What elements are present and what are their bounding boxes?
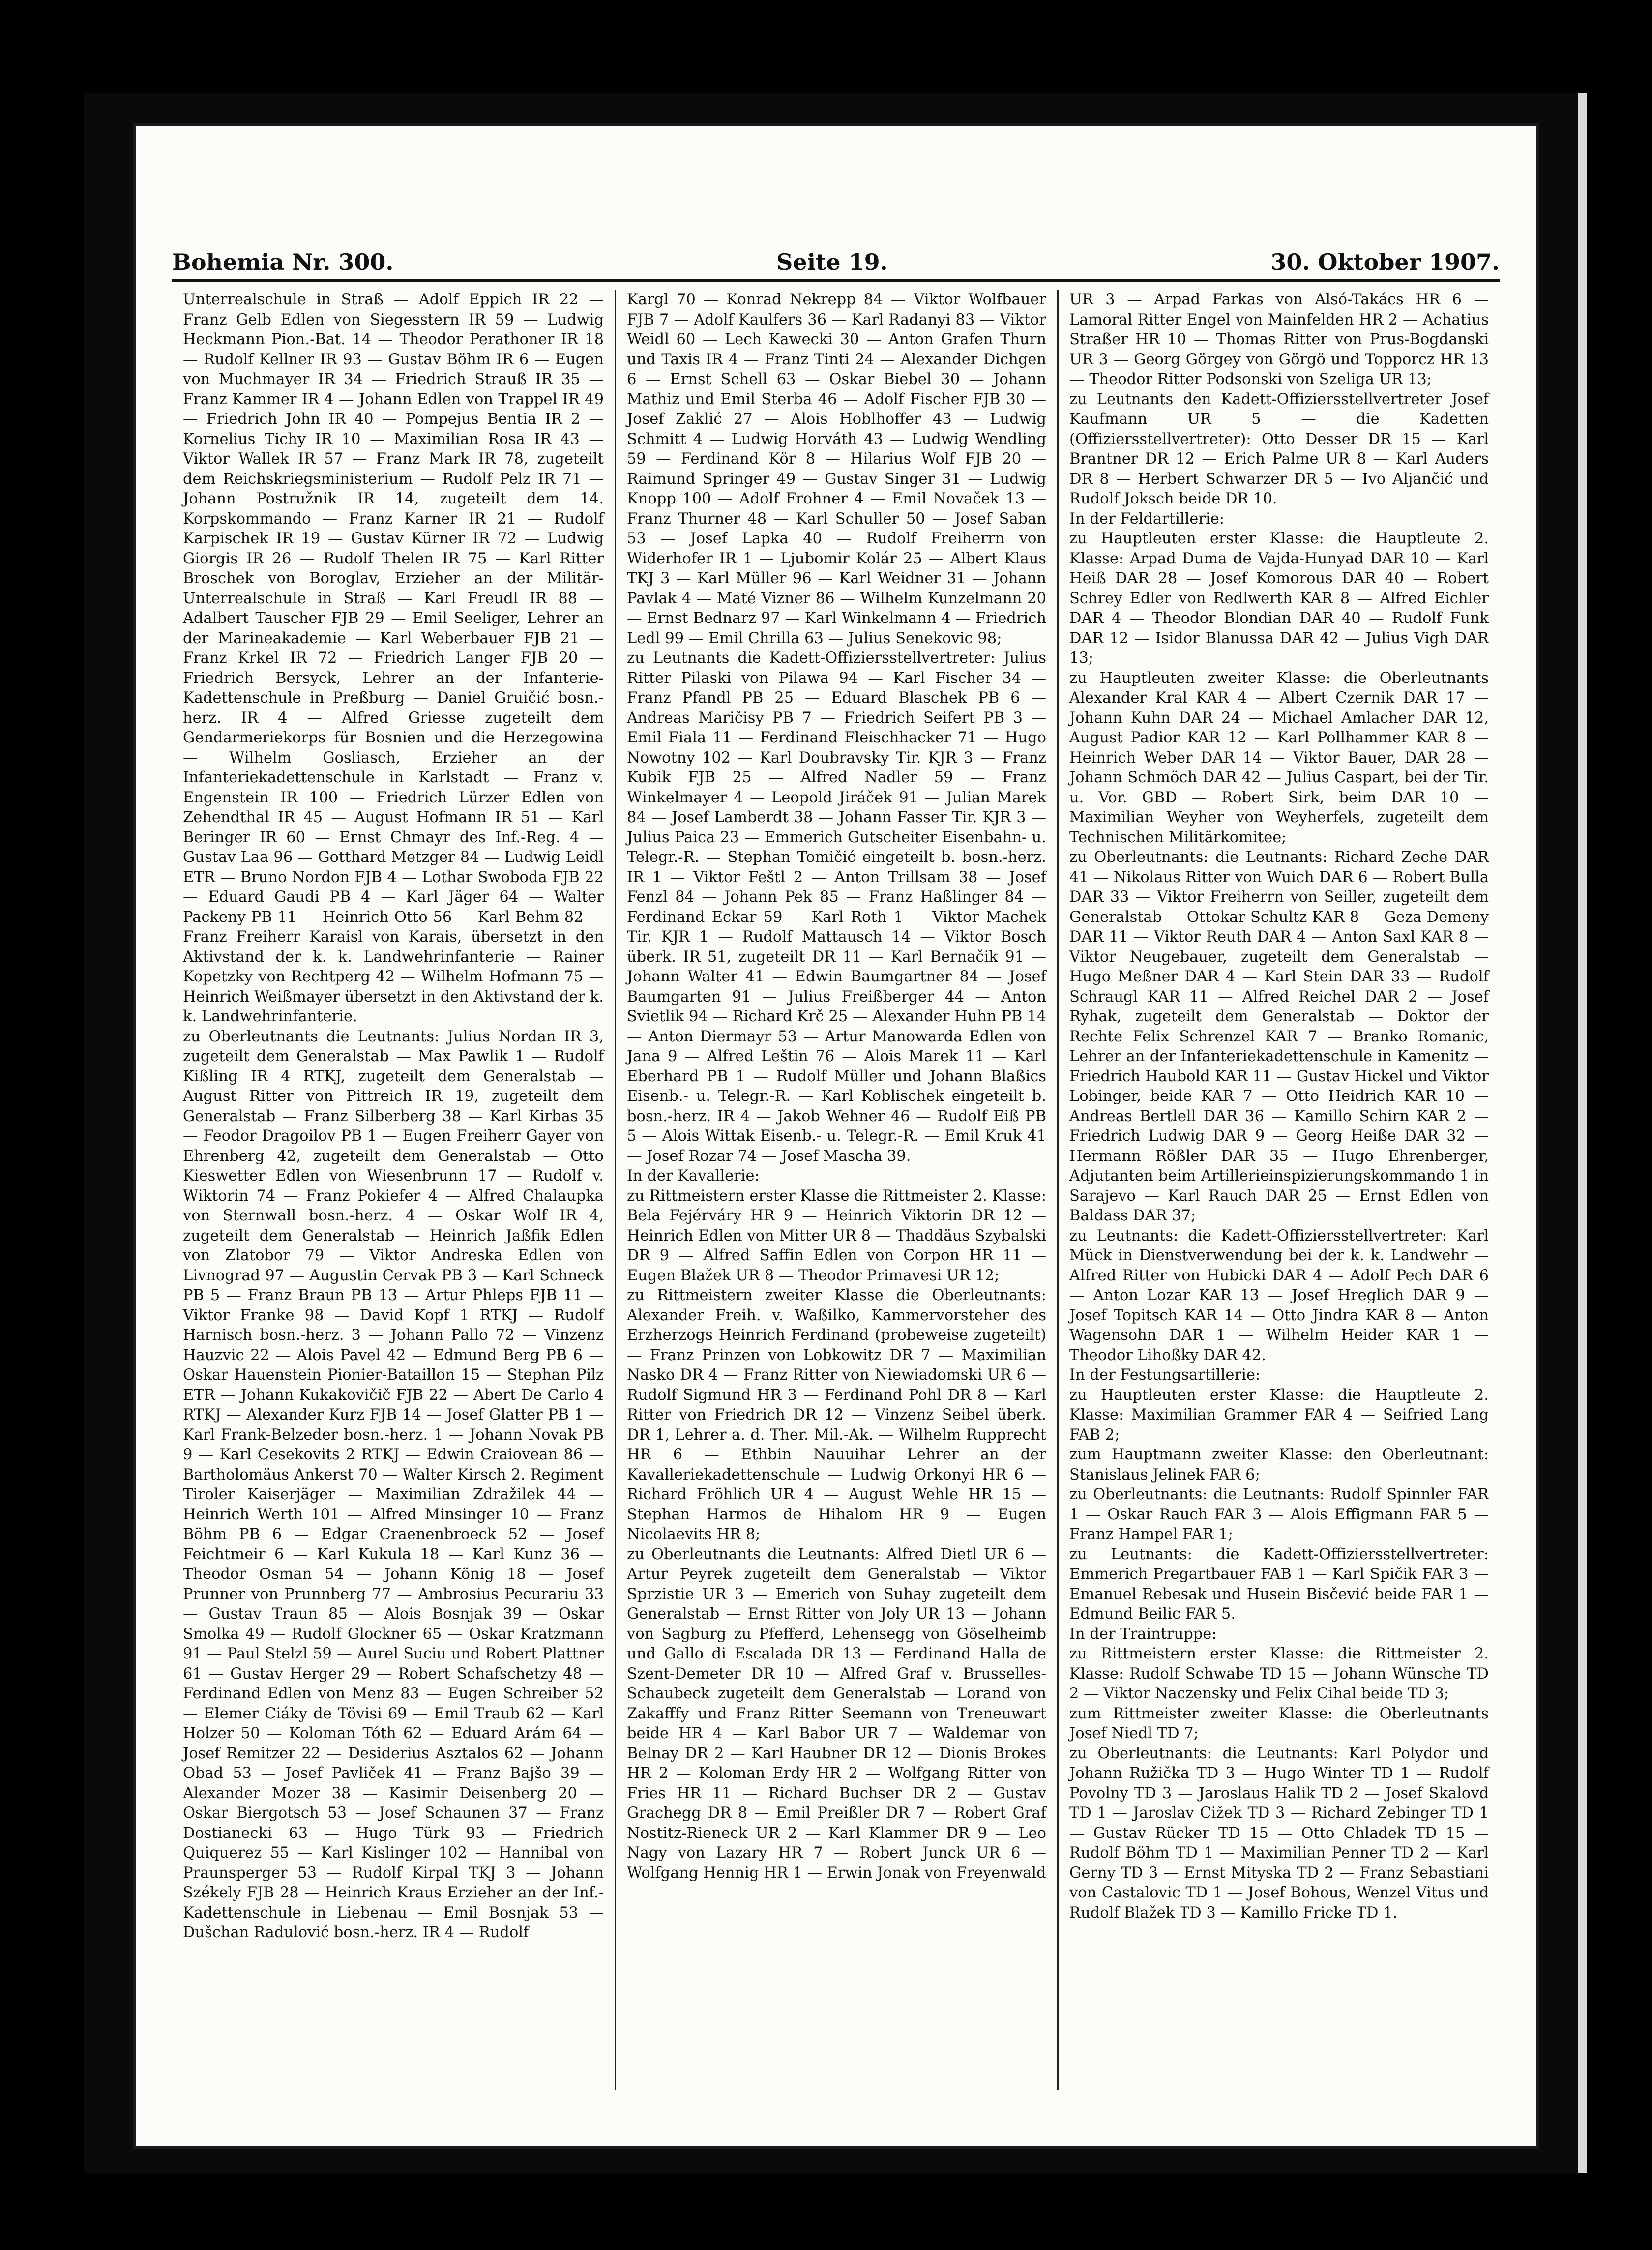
paragraph: In der Feldartillerie: <box>1069 510 1225 528</box>
paragraph: zu Leutnants: die Kadett-Offiziersstellvertreter: Emmerich Pregartbauer FAB 1 — Karl Spičik FAR 3 — Emanuel Rebesak und Husein Bisčević beide FAR 1 — Edmund Beilic FAR 5. <box>1069 1545 1489 1623</box>
paragraph: zu Leutnants den Kadett-Offiziersstellvertreter Josef Kaufmann UR 5 — die Kadetten (Offiziersstellvertreter): Otto Desser DR 15 — Karl Brantner DR 12 — Erich Palme UR 8 — Karl Auders DR 8 — Herbert Schwarzer DR 5 — Ivo Aljančić und Rudolf Joksch beide DR 10. <box>1069 390 1489 507</box>
paragraph: zu Oberleutnants: die Leutnants: Rudolf Spinnler FAR 1 — Oskar Rauch FAR 3 — Alois Effigmann FAR 5 — Franz Hampel FAR 1; <box>1069 1486 1489 1543</box>
paper-name: Bohemia Nr. 300. <box>172 249 394 275</box>
paragraph: zu Rittmeistern zweiter Klasse die Oberleutnants: Alexander Freih. v. Waßilko, Kammervorsteher des Erzherzogs Heinrich Ferdinand (probeweise zugeteilt) — Franz Prinzen von Lobkowitz DR 7 — Maximilian Nasko DR 4 — Franz Ritter von Niewiadomski UR 6 — Rudolf Sigmund HR 3 — Ferdinand Pohl DR 8 — Karl Ritter von Friedrich DR 12 — Vinzenz Seibel überk. DR 1, Lehrer a. d. Ther. Mil.-Ak. — Wilhelm Rupprecht HR 6 — Ethbin Nauuihar Lehrer an der Kavalleriekadettenschule — Ludwig Orkonyi HR 6 — Richard Fröhlich UR 4 — August Wehle HR 15 — Stephan Harmos de Hihalom HR 9 — Eugen Nicolaevits HR 8; <box>627 1287 1046 1543</box>
paragraph: zu Oberleutnants die Leutnants: Alfred Dietl UR 6 — Artur Peyrek zugeteilt dem Generalstab — Viktor Sprzistie UR 3 — Emerich von Suhay zugeteilt dem Generalstab — Ernst Ritter von Joly UR 13 — Johann von Sagburg zu Pfefferd, Lehensegg von Göselheimb und Gallo di Escalada DR 13 — Ferdinand Halla de Szent-Demeter DR 10 — Alfred Graf v. Brusselles-Schaubeck zugeteilt dem Generalstab — Lorand von Zakafffy und Franz Ritter Seemann von Treneuwart beide HR 4 — Karl Babor UR 7 — Waldemar von Belnay DR 2 — Karl Haubner DR 12 — Dionis Brokes HR 2 — Koloman Erdy HR 2 — Wolfgang Ritter von Fries HR 11 — Richard Buchser DR 2 — Gustav Grachegg DR 8 — Emil Preißler DR 7 — Robert Graf Nostitz-Rieneck UR 2 — Karl Klammer DR 9 — Leo Nagy von Lazary HR 7 — Robert Junck UR 6 — Wolfgang Hennig HR 1 — Erwin Jonak von Freyenwald <box>627 1545 1046 1882</box>
paragraph: In der Kavallerie: <box>627 1167 760 1184</box>
paragraph: In der Festungsartillerie: <box>1069 1366 1261 1384</box>
paragraph: zu Hauptleuten erster Klasse: die Hauptleute 2. Klasse: Maximilian Grammer FAR 4 — Seifried Lang FAB 2; <box>1069 1386 1489 1444</box>
paragraph: Unterrealschule in Straß — Adolf Eppich IR 22 — Franz Gelb Edlen von Siegesstern IR 59 — Ludwig Heckmann Pion.-Bat. 14 — Theodor Perathoner IR 18 — Rudolf Kellner IR 93 — Gustav Böhm IR 6 — Eugen von Muchmayer IR 34 — Friedrich Strauß IR 35 — Franz Kammer IR 4 — Johann Edlen von Trappel IR 49 — Friedrich John IR 40 — Pompejus Bentia IR 2 — Kornelius Tichy IR 10 — Maximilian Rosa IR 43 — Viktor Wallek IR 57 — Franz Mark IR 78, zugeteilt dem Reichskriegsministerium — Rudolf Pelz IR 71 — Johann Postružnik IR 14, zugeteilt dem 14. Korpskommando — Franz Karner IR 21 — Rudolf Karpischek IR 19 — Gustav Kürner IR 72 — Ludwig Giorgis IR 26 — Rudolf Thelen IR 75 — Karl Ritter Broschek von Boroglav, Erzieher an der Militär-Unterrealschule in Straß — Karl Freudl IR 88 — Adalbert Tauscher FJB 29 — Emil Seeliger, Lehrer an der Marineakademie — Karl Weberbauer FJB 21 — Franz Krkel IR 72 — Friedrich Langer FJB 20 — Friedrich Bersyck, Lehrer an der Infanterie-Kadettenschule in Preßburg — Daniel Gruičić bosn.-herz. IR 4 — Alfred Griesse zugeteilt dem Gendarmeriekorps für Bosnien und die Herzegowina — Wilhelm Gosliasch, Erzieher an der Infanteriekadettenschule in Karlstadt — Franz v. Engenstein IR 100 — Friedrich Lürzer Edlen von Zehendthal IR 45 — August Hofmann IR 51 — Karl Beringer IR 60 — Ernst Chmayr des Inf.-Reg. 4 — Gustav Laa 96 — Gotthard Metzger 84 — Ludwig Leidl ETR — Bruno Nordon FJB 4 — Lothar Swoboda FJB 22 — Eduard Gaudi PB 4 — Karl Jäger 64 — Walter Packeny PB 11 — Heinrich Otto 56 — Karl Behm 82 — Franz Freiherr Karaisl von Karais, übersetzt in den Aktivstand der k. k. Landwehrinfanterie — Rainer Kopetzky von Rechtperg 42 — Wilhelm Hofmann 75 — Heinrich Weißmayer übersetzt in den Aktivstand der k. k. Landwehrinfanterie. <box>183 291 604 1025</box>
issue-date: 30. Oktober 1907. <box>1270 249 1500 275</box>
column-2 <box>615 290 1057 2090</box>
paragraph: UR 3 — Arpad Farkas von Alsó-Takács HR 6 — Lamoral Ritter Engel von Mainfelden HR 2 — Achatius Straßer HR 10 — Thomas Ritter von Prus-Bogdanski UR 3 — Georg Görgey von Görgö und Topporcz HR 13 — Theodor Ritter Podsonski von Szeliga UR 13; <box>1069 291 1489 388</box>
paragraph: zu Oberleutnants: die Leutnants: Karl Polydor und Johann Ružička TD 3 — Hugo Winter TD 1 — Rudolf Povolny TD 3 — Jaroslaus Halik TD 2 — Josef Skalovd TD 1 — Jaroslav Cižek TD 3 — Richard Zebinger TD 1 — Gustav Rücker TD 15 — Otto Chladek TD 15 — Rudolf Böhm TD 1 — Maximilian Penner TD 2 — Karl Gerny TD 3 — Ernst Mityska TD 2 — Franz Sebastiani von Castalovic TD 1 — Josef Bohous, Wenzel Vitus und Rudolf Blažek TD 3 — Kamillo Fricke TD 1. <box>1069 1745 1489 1922</box>
paragraph: zu Rittmeistern erster Klasse: die Rittmeister 2. Klasse: Rudolf Schwabe TD 15 — Johann Wünsche TD 2 — Viktor Naczensky und Felix Cihal beide TD 3; <box>1069 1645 1489 1702</box>
paragraph: zu Hauptleuten erster Klasse: die Hauptleute 2. Klasse: Arpad Duma de Vajda-Hunyad DAR 10 — Karl Heiß DAR 28 — Josef Komorous DAR 40 — Robert Schrey Edler von Redlwerth KAR 8 — Alfred Eichler DAR 4 — Theodor Blondian DAR 40 — Rudolf Funk DAR 12 — Isidor Blanussa DAR 42 — Julius Vigh DAR 13; <box>1069 530 1489 667</box>
paragraph: zu Rittmeistern erster Klasse die Rittmeister 2. Klasse: Bela Fejérváry HR 9 — Heinrich Viktorin DR 12 — Heinrich Edlen von Mitter UR 8 — Thaddäus Szybalski DR 9 — Alfred Saffin Edlen von Corpon HR 11 — Eugen Blažek UR 8 — Theodor Primavesi UR 12; <box>627 1187 1046 1284</box>
paragraph: zum Rittmeister zweiter Klasse: die Oberleutnants Josef Niedl TD 7; <box>1069 1705 1489 1742</box>
paragraph: zu Oberleutnants die Leutnants: Julius Nordan IR 3, zugeteilt dem Generalstab — Max Pawlik 1 — Rudolf Kißling IR 4 RTKJ, zugeteilt dem Generalstab — August Ritter von Pittreich IR 19, zugeteilt dem Generalstab — Franz Silberberg 38 — Karl Kirbas 35 — Feodor Dragoilov PB 1 — Eugen Freiherr Gayer von Ehrenberg 42, zugeteilt dem Generalstab — Otto Kieswetter Edlen von Wiesenbrunn 17 — Rudolf v. Wiktorin 74 — Franz Pokiefer 4 — Alfred Chalaupka von Sternwall bosn.-herz. 4 — Oskar Wolf IR 4, zugeteilt dem Generalstab — Heinrich Jaßfik Edlen von Zlatobor 79 — Viktor Andreska Edlen von Livnograd 97 — Augustin Cervak PB 3 — Karl Schneck PB 5 — Franz Braun PB 13 — Artur Phleps FJB 11 — Viktor Franke 98 — David Kopf 1 RTKJ — Rudolf Harnisch bosn.-herz. 3 — Johann Pallo 72 — Vinzenz Hauzvic 22 — Alois Pavel 42 — Edmund Berg PB 6 — Oskar Hauenstein Pionier-Bataillon 15 — Stephan Pilz ETR — Johann Kukakovičič FJB 22 — Abert De Carlo 4 RTKJ — Alexander Kurz FJB 14 — Josef Glatter PB 1 — Karl Frank-Belzeder bosn.-herz. 1 — Johann Novak PB 9 — Karl Cesekovits 2 RTKJ — Edwin Craiovean 86 — Bartholomäus Ankerst 70 — Walter Kirsch 2. Regiment Tiroler Kaiserjäger — Maximilian Zdražilek 44 — Heinrich Werth 101 — Alfred Minsinger 10 — Franz Böhm PB 6 — Edgar Craenenbroeck 52 — Josef Feichtmeir 6 — Karl Kukula 18 — Karl Kunz 36 — Theodor Osman 54 — Johann König 18 — Josef Prunner von Prunnberg 77 — Ambrosius Pecurariu 33 — Gustav Traun 85 — Alois Bosnjak 39 — Oskar Smolka 49 — Rudolf Glockner 65 — Oskar Kratzmann 91 — Paul Stelzl 59 — Aurel Suciu und Robert Plattner 61 — Gustav Herger 29 — Robert Schafschetzy 48 — Ferdinand Edlen von Menz 83 — Eugen Schreiber 52 — Elemer Ciáky de Tövisi 69 — Emil Traub 62 — Karl Holzer 50 — Koloman Tóth 62 — Eduard Arám 64 — Josef Remitzer 22 — Desiderius Asztalos 62 — Johann Obad 53 — Josef Pavliček 41 — Franz Bajšo 39 — Alexander Mozer 38 — Kasimir Deisenberg 20 — Oskar Biergotsch 53 — Josef Schaunen 37 — Franz Dostianecki 63 — Hugo Türk 93 — Friedrich Quiquerez 55 — Karl Kislinger 102 — Hannibal von Praunsperger 53 — Rudolf Kirpal TKJ 3 — Johann Székely FJB 28 — Heinrich Kraus Erzieher an der Inf.-Kadettenschule in Liebenau — Emil Bosnjak 53 — Dušchan Radulović bosn.-herz. IR 4 — Rudolf <box>183 1028 604 1941</box>
column-1 <box>172 290 615 2090</box>
paragraph: Kargl 70 — Konrad Nekrepp 84 — Viktor Wolfbauer FJB 7 — Adolf Kaulfers 36 — Karl Radanyi 83 — Viktor Weidl 60 — Lech Kawecki 30 — Anton Grafen Thurn und Taxis IR 4 — Franz Tinti 24 — Alexander Dichgen 6 — Ernst Schell 63 — Oskar Biebel 30 — Johann Mathiz und Emil Sterba 46 — Adolf Fischer FJB 30 — Josef Zaklić 27 — Alois Hoblhoffer 43 — Ludwig Schmitt 4 — Ludwig Horváth 43 — Ludwig Wendling 59 — Ferdinand Kör 8 — Hilarius Wolf FJB 20 — Raimund Springer 49 — Gustav Singer 31 — Ludwig Knopp 100 — Adolf Frohner 4 — Emil Novaček 13 — Franz Thurner 48 — Karl Schuller 50 — Josef Saban 53 — Josef Lapka 40 — Rudolf Freiherrn von Widerhofer IR 1 — Ljubomir Kolár 25 — Albert Klaus TKJ 3 — Karl Müller 96 — Karl Weidner 31 — Johann Pavlak 4 — Maté Vizner 86 — Wilhelm Kunzelmann 20 — Ernst Bednarz 97 — Karl Winkelmann 4 — Friedrich Ledl 99 — Emil Chrilla 63 — Julius Senekovic 98; <box>627 291 1046 647</box>
paragraph: zu Leutnants: die Kadett-Offiziersstellvertreter: Karl Mück in Dienstverwendung bei der k. k. Landwehr — Alfred Ritter von Hubicki DAR 4 — Adolf Pech DAR 6 — Anton Lozar KAR 13 — Josef Hreglich DAR 9 — Josef Topitsch KAR 14 — Otto Jindra KAR 8 — Anton Wagensohn DAR 1 — Wilhelm Heider KAR 1 — Theodor Lihoßky DAR 42. <box>1069 1227 1489 1364</box>
header-rule <box>172 279 1500 282</box>
paragraph: In der Traintruppe: <box>1069 1625 1217 1643</box>
page-number: Seite 19. <box>776 249 888 275</box>
newspaper-page <box>133 123 1539 2149</box>
paragraph: zu Leutnants die Kadett-Offiziersstellvertreter: Julius Ritter Pilaski von Pilawa 94 — Karl Fischer 34 — Franz Pfandl PB 25 — Eduard Blaschek PB 6 — Andreas Maričisy PB 7 — Friedrich Seifert PB 3 — Emil Fiala 11 — Ferdinand Fleischhacker 71 — Hugo Nowotny 102 — Karl Doubravsky Tir. KJR 3 — Franz Kubik FJB 25 — Alfred Nadler 59 — Franz Winkelmayer 4 — Leopold Jiráček 91 — Julian Marek 84 — Josef Lamberdt 38 — Johann Fasser Tir. KJR 3 — Julius Paica 23 — Emmerich Gutscheiter Eisenbahn- u. Telegr.-R. — Stephan Tomičić eingeteilt b. bosn.-herz. IR 1 — Viktor Feštl 2 — Anton Trillsam 38 — Josef Fenzl 84 — Johann Pek 85 — Franz Haßlinger 84 — Ferdinand Eckar 59 — Karl Roth 1 — Viktor Machek Tir. KJR 1 — Rudolf Mattausch 14 — Viktor Bosch überk. IR 51, zugeteilt DR 11 — Karl Bernačik 91 — Johann Walter 41 — Edwin Baumgartner 84 — Josef Baumgarten 91 — Julius Freißberger 44 — Anton Svietlik 94 — Richard Krč 25 — Alexander Huhn PB 14 — Anton Diermayr 53 — Artur Manowarda Edlen von Jana 9 — Alfred Leštin 76 — Alois Marek 11 — Karl Eberhard PB 1 — Rudolf Müller und Johann Blaßics Eisenb.- u. Telegr.-R. — Karl Koblischek eingeteilt b. bosn.-herz. IR 4 — Jakob Wehner 46 — Rudolf Eiß PB 5 — Alois Wittak Eisenb.- u. Telegr.-R. — Emil Kruk 41 — Josef Rozar 74 — Josef Mascha 39. <box>627 650 1046 1165</box>
paragraph: zu Hauptleuten zweiter Klasse: die Oberleutnants Alexander Kral KAR 4 — Albert Czernik DAR 17 — Johann Kuhn DAR 24 — Michael Amlacher DAR 12, August Padior KAR 12 — Karl Pollhammer KAR 8 — Heinrich Weber DAR 14 — Viktor Bauer, DAR 28 — Johann Schmöch DAR 42 — Julius Caspart, bei der Tir. u. Vor. GBD — Robert Sirk, beim DAR 10 — Maximilian Weyher von Weyherfels, zugeteilt dem Technischen Militärkomitee; <box>1069 669 1489 846</box>
text-columns <box>172 290 1500 2090</box>
masthead <box>172 236 1500 275</box>
column-3 <box>1057 290 1500 2090</box>
paragraph: zum Hauptmann zweiter Klasse: den Oberleutnant: Stanislaus Jelinek FAR 6; <box>1069 1446 1489 1483</box>
paragraph: zu Oberleutnants: die Leutnants: Richard Zeche DAR 41 — Nikolaus Ritter von Wuich DAR 6 — Robert Bulla DAR 33 — Viktor Freiherrn von Seiller, zugeteilt dem Generalstab — Ottokar Schultz KAR 8 — Geza Demeny DAR 11 — Viktor Reuth DAR 4 — Anton Saxl KAR 8 — Viktor Neugebauer, zugeteilt dem Generalstab — Hugo Meßner DAR 4 — Karl Stein DAR 33 — Rudolf Schraugl KAR 11 — Alfred Reichel DAR 2 — Josef Ryhak, zugeteilt dem Generalstab — Doktor der Rechte Felix Schrenzel KAR 7 — Branko Romanic, Lehrer an der Infanteriekadettenschule in Kamenitz — Friedrich Haubold KAR 11 — Gustav Hickel und Viktor Lobinger, beide KAR 7 — Otto Heidrich KAR 10 — Andreas Bertlell DAR 36 — Kamillo Schirn KAR 2 — Friedrich Ludwig DAR 9 — Georg Heiße DAR 32 — Hermann Rößler DAR 35 — Hugo Ehrenberger, Adjutanten beim Artillerieinspizierungskommando 1 in Sarajevo — Karl Rauch DAR 25 — Ernst Edlen von Baldass DAR 37; <box>1069 849 1489 1224</box>
